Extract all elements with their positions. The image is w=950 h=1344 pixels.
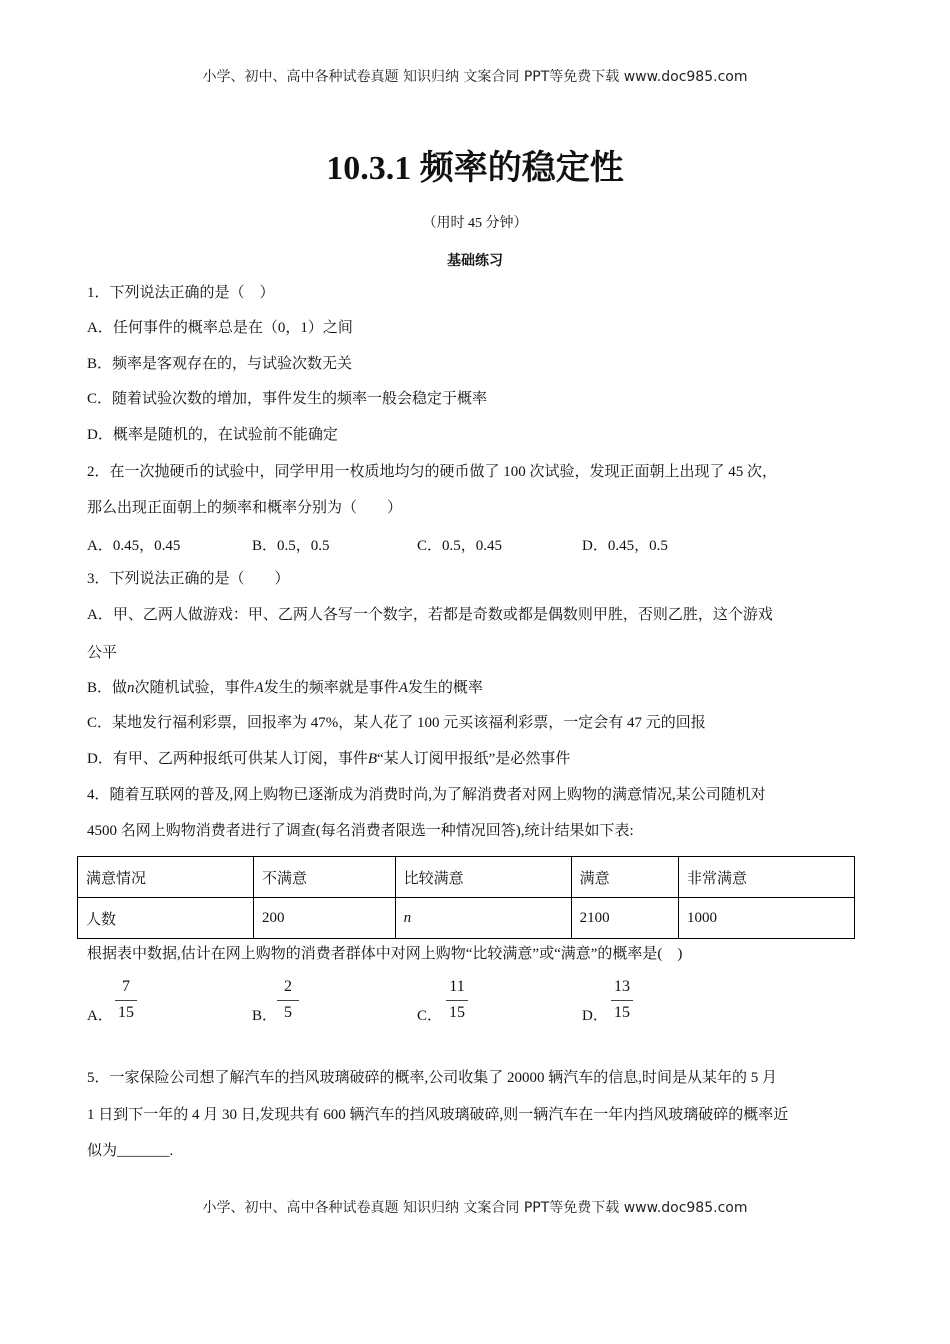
q2-option-c: C．0.5，0.45	[417, 538, 503, 554]
time-limit: （用时 45 分钟）	[422, 216, 528, 231]
q2-option-d: D．0.45，0.5	[582, 538, 668, 554]
q1-option-d: D．概率是随机的，在试验前不能确定	[87, 427, 338, 443]
q4-stem-2: 4500 名网上购物消费者进行了调查(每名消费者限选一种情况回答),统计结果如下表:	[87, 823, 634, 839]
q5-line-3: 似为_______.	[87, 1143, 174, 1159]
q2-stem-2: 那么出现正面朝上的频率和概率分别为（ ）	[87, 500, 403, 516]
q4-option-b-fraction	[277, 978, 299, 1022]
denominator: 15	[614, 1004, 630, 1021]
table-cell: 满意	[571, 857, 678, 898]
table-cell: 非常满意	[679, 857, 855, 898]
q3-option-a-2: 公平	[87, 645, 118, 661]
numerator: 2	[284, 978, 292, 995]
q2-stem-1: 2．在一次抛硬币的试验中，同学甲用一枚质地均匀的硬币做了 100 次试验，发现正面朝上出现了 45 次，	[87, 464, 778, 480]
q4-question: 根据表中数据,估计在网上购物的消费者群体中对网上购物“比较满意”或“满意”的概率是( )	[87, 946, 683, 962]
section-heading: 基础练习	[447, 253, 503, 269]
fraction-bar	[446, 1000, 468, 1001]
denominator: 15	[449, 1004, 465, 1021]
q4-option-d-label: D．	[582, 1008, 608, 1024]
q1-option-a: A．任何事件的概率总是在（0，1）之间	[87, 320, 353, 336]
q2-option-b: B．0.5，0.5	[252, 538, 330, 554]
q1-option-b: B．频率是客观存在的，与试验次数无关	[87, 356, 353, 372]
q4-stem-1: 4．随着互联网的普及,网上购物已逐渐成为消费时尚,为了解消费者对网上购物的满意情况,某公司随机对	[87, 787, 766, 803]
table-cell: 满意情况	[78, 857, 254, 898]
q4-option-d-fraction	[611, 978, 633, 1022]
fraction-bar	[611, 1000, 633, 1001]
table-cell: 2100	[571, 898, 678, 939]
page-footer: 小学、初中、高中各种试卷真题 知识归纳 文案合同 PPT等免费下载 www.doc985.com	[202, 1200, 748, 1216]
table-cell: 1000	[679, 898, 855, 939]
q3-option-a-1: A．甲、乙两人做游戏：甲、乙两人各写一个数字，若都是奇数或都是偶数则甲胜，否则乙胜，这个游戏	[87, 607, 773, 623]
q4-option-c-fraction	[446, 978, 468, 1022]
table-cell: 200	[253, 898, 395, 939]
fraction-bar	[115, 1000, 137, 1001]
denominator: 5	[284, 1004, 292, 1021]
q3-stem: 3．下列说法正确的是（ ）	[87, 571, 290, 587]
table-cell: 比较满意	[395, 857, 571, 898]
numerator: 13	[614, 978, 630, 995]
numerator: 7	[122, 978, 130, 995]
page-header: 小学、初中、高中各种试卷真题 知识归纳 文案合同 PPT等免费下载 www.doc985.com	[202, 69, 748, 85]
page-title: 10.3.1 频率的稳定性	[326, 150, 624, 187]
q4-option-b-label: B．	[252, 1008, 278, 1024]
fraction-bar	[277, 1000, 299, 1001]
q3-option-d: D．有甲、乙两种报纸可供某人订阅，事件B“某人订阅甲报纸”是必然事件	[87, 751, 571, 767]
q5-line-1: 5．一家保险公司想了解汽车的挡风玻璃破碎的概率,公司收集了 20000 辆汽车的信息,时间是从某年的 5 月	[87, 1070, 778, 1086]
q5-line-2: 1 日到下一年的 4 月 30 日,发现共有 600 辆汽车的挡风玻璃破碎,则一辆汽车在一年内挡风玻璃破碎的概率近	[87, 1107, 789, 1123]
table-row	[78, 898, 855, 939]
q1-option-c: C．随着试验次数的增加，事件发生的频率一般会稳定于概率	[87, 391, 488, 407]
denominator: 15	[118, 1004, 134, 1021]
q1-stem: 1．下列说法正确的是（ ）	[87, 285, 275, 301]
q3-option-b: B．做n次随机试验，事件A发生的频率就是事件A发生的概率	[87, 680, 483, 696]
table-cell: 不满意	[253, 857, 395, 898]
q2-option-a: A．0.45，0.45	[87, 538, 181, 554]
table-cell: 人数	[78, 898, 254, 939]
q4-option-c-label: C．	[417, 1008, 443, 1024]
numerator: 11	[449, 978, 465, 995]
q4-option-a-label: A．	[87, 1008, 113, 1024]
q3-option-c: C．某地发行福利彩票，回报率为 47%，某人花了 100 元买该福利彩票，一定会有 47 元的回报	[87, 715, 706, 731]
table-header-row	[78, 857, 855, 898]
q4-option-a-fraction	[115, 978, 137, 1022]
table-cell: n	[395, 898, 571, 939]
satisfaction-table	[77, 856, 855, 939]
